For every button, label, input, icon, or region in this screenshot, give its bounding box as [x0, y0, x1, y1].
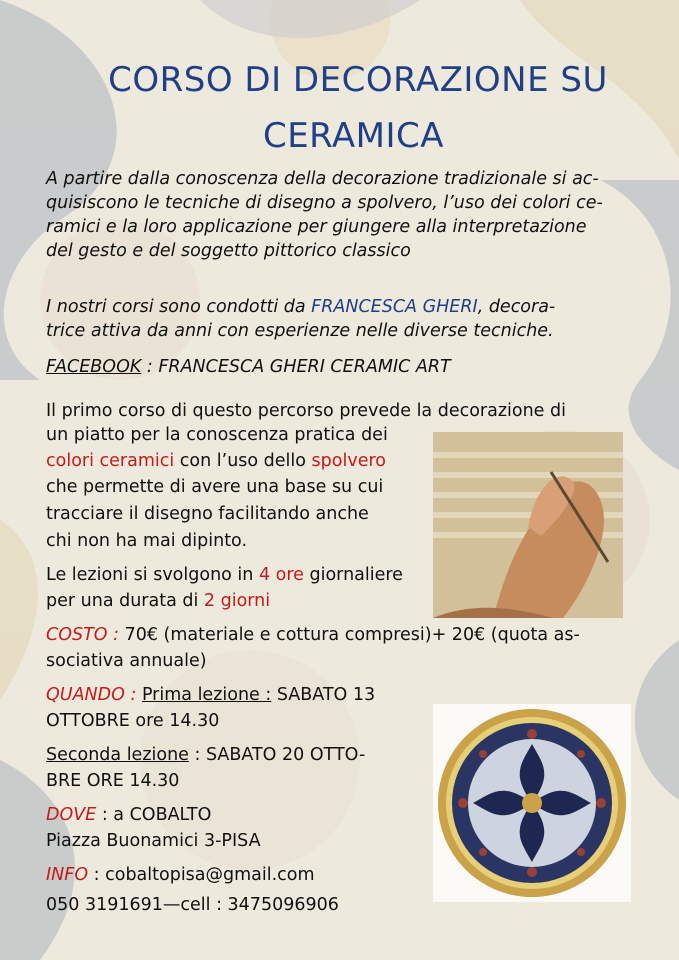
page-title-line2: CERAMICA [262, 116, 445, 156]
teacher-text-b: , decora- [477, 297, 556, 317]
course-line-6: chi non ha mai dipinto. [46, 531, 248, 551]
course-line-3 [46, 450, 386, 473]
cost-line-2: sociativa annuale) [46, 651, 207, 671]
facebook-label[interactable]: FACEBOOK [46, 357, 142, 377]
second-lesson-label: Seconda lezione [46, 745, 189, 765]
facebook-line [46, 356, 451, 379]
course-line-5: tracciare il disegno facilitando anche [46, 504, 369, 524]
when-line-1 [46, 684, 375, 707]
lessons-text-a: Le lezioni si svolgono in [46, 565, 259, 585]
duration-text: per una durata di [46, 591, 204, 611]
second-lesson-line-1 [46, 744, 365, 767]
when-label: QUANDO : [46, 685, 137, 705]
phone-line: 050 3191691—cell : 3475096906 [46, 895, 339, 915]
duration-days: 2 giorni [203, 591, 271, 611]
where-value: : a COBALTO [96, 805, 212, 825]
info-line [46, 864, 315, 887]
intro-line-1: A partire dalla conoscenza della decorazione tradizionale si ac- [46, 169, 599, 189]
lessons-hours: 4 ore [258, 565, 304, 585]
teacher-text-a: I nostri corsi sono condotti da [46, 297, 312, 317]
info-email[interactable]: : cobaltopisa@gmail.com [88, 865, 315, 885]
second-lesson-line-2: BRE ORE 14.30 [46, 771, 180, 791]
teacher-name: FRANCESCA GHERI [311, 297, 478, 317]
lessons-line [46, 564, 403, 587]
info-label: INFO [46, 865, 89, 885]
intro-line-4: del gesto e del soggetto pittorico classico [46, 241, 411, 261]
where-label: DOVE [46, 805, 97, 825]
first-lesson-value: SABATO 13 [271, 685, 376, 705]
address-line: Piazza Buonamici 3-PISA [46, 831, 261, 851]
intro-line-2: quisiscono le tecniche di disegno a spolvero, l’uso dei colori ce- [46, 193, 603, 213]
where-line [46, 804, 211, 827]
spolvero-highlight: spolvero [311, 451, 386, 471]
lessons-text-b: giornaliere [303, 565, 403, 585]
cost-label: COSTO : [46, 625, 120, 645]
cost-value: 70€ (materiale e cottura compresi)+ 20€ (quota as- [119, 625, 580, 645]
teacher-line-1 [46, 296, 555, 319]
hand-painting-photo [433, 432, 623, 618]
page-title-line1: CORSO DI DECORAZIONE SU [108, 60, 608, 100]
first-lesson-label: Prima lezione : [141, 685, 272, 705]
second-lesson-value: : SABATO 20 OTTO- [188, 745, 366, 765]
ceramic-colors-highlight: colori ceramici [46, 451, 175, 471]
course-line-1: Il primo corso di questo percorso prevede la decorazione di [46, 401, 566, 421]
decorated-plate-photo [433, 704, 631, 902]
teacher-line-2: trice attiva da anni con esperienze nelle diverse tecniche. [46, 321, 554, 341]
duration-line [46, 590, 270, 613]
intro-line-3: ramici e la loro applicazione per giungere alla interpretazione [46, 217, 587, 237]
course-line-4: che permette di avere una base su cui [46, 477, 384, 497]
course-line-2: un piatto per la conoscenza pratica dei [46, 425, 388, 445]
course-line-3-mid: con l’uso dello [174, 451, 312, 471]
facebook-value: : FRANCESCA GHERI CERAMIC ART [141, 357, 451, 377]
when-line-2: OTTOBRE ore 14.30 [46, 711, 220, 731]
cost-line-1 [46, 624, 580, 647]
